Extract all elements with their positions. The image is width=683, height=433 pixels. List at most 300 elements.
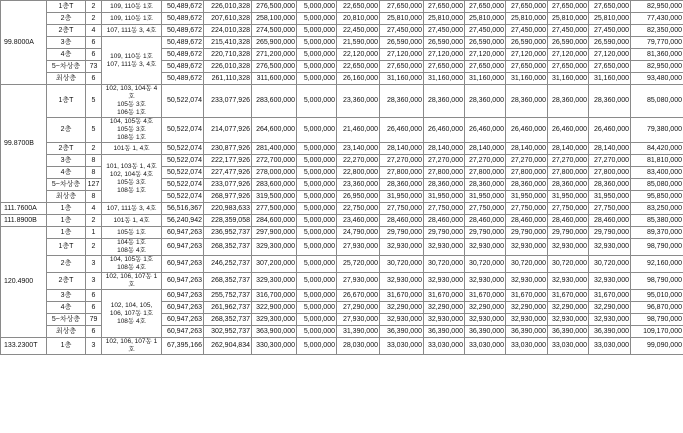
value-cell: 22,270,000 [337, 155, 380, 167]
value-cell: 22,450,000 [337, 25, 380, 37]
value-cell: 28,460,000 [589, 215, 631, 227]
value-cell: 246,252,737 [204, 256, 252, 273]
dong-cell: 109, 110동 1호 [102, 1, 162, 13]
value-cell: 268,352,737 [204, 239, 252, 256]
value-cell: 27,120,000 [589, 49, 631, 61]
value-cell: 50,522,074 [162, 118, 204, 143]
value-cell: 25,810,000 [548, 13, 589, 25]
value-cell: 28,140,000 [465, 143, 506, 155]
value-cell: 27,800,000 [589, 167, 631, 179]
value-cell: 228,359,058 [204, 215, 252, 227]
value-cell: 32,930,000 [548, 239, 589, 256]
value-cell: 32,290,000 [506, 302, 548, 314]
dong-cell: 101동 1, 4호 [102, 143, 162, 155]
unit-count-cell: 2 [86, 143, 102, 155]
value-cell: 50,489,672 [162, 37, 204, 49]
value-cell: 220,710,328 [204, 49, 252, 61]
value-cell: 26,460,000 [424, 118, 465, 143]
unit-type-cell: 111.8900B [1, 215, 47, 227]
value-cell: 32,290,000 [589, 302, 631, 314]
value-cell: 95,010,000 [631, 290, 683, 302]
value-cell: 30,720,000 [465, 256, 506, 273]
table-row [1, 203, 683, 215]
value-cell: 31,160,000 [506, 73, 548, 85]
dong-cell: 104, 105동 1호 108동 4호 [102, 256, 162, 273]
value-cell: 255,752,737 [204, 290, 252, 302]
value-cell: 56,516,367 [162, 203, 204, 215]
value-cell: 258,100,000 [252, 13, 297, 25]
value-cell: 27,750,000 [380, 203, 424, 215]
value-cell: 31,670,000 [506, 290, 548, 302]
value-cell: 27,450,000 [465, 25, 506, 37]
value-cell: 5,000,000 [297, 290, 337, 302]
value-cell: 283,600,000 [252, 179, 297, 191]
value-cell: 32,930,000 [589, 239, 631, 256]
value-cell: 5,000,000 [297, 167, 337, 179]
value-cell: 329,300,000 [252, 314, 297, 326]
table-row [1, 215, 683, 227]
floor-cell: 최상층 [47, 73, 86, 85]
price-table-body [1, 1, 683, 355]
floor-cell: 2층 [47, 13, 86, 25]
value-cell: 227,477,926 [204, 167, 252, 179]
unit-type-cell: 133.2300T [1, 338, 47, 355]
value-cell: 50,522,074 [162, 85, 204, 118]
value-cell: 271,200,000 [252, 49, 297, 61]
table-row [1, 25, 683, 37]
value-cell: 5,000,000 [297, 13, 337, 25]
value-cell: 82,950,000 [631, 1, 683, 13]
value-cell: 27,800,000 [380, 167, 424, 179]
value-cell: 319,500,000 [252, 191, 297, 203]
value-cell: 28,460,000 [380, 215, 424, 227]
value-cell: 98,790,000 [631, 273, 683, 290]
value-cell: 27,750,000 [589, 203, 631, 215]
value-cell: 28,360,000 [548, 179, 589, 191]
unit-type-cell: 120.4900 [1, 227, 47, 338]
value-cell: 27,650,000 [548, 61, 589, 73]
value-cell: 27,650,000 [465, 61, 506, 73]
value-cell: 5,000,000 [297, 73, 337, 85]
unit-count-cell: 4 [86, 203, 102, 215]
dong-cell: 102, 103, 104동 4호 105동 3호 106동 1호 [102, 85, 162, 118]
value-cell: 28,460,000 [465, 215, 506, 227]
value-cell: 60,947,263 [162, 256, 204, 273]
value-cell: 27,930,000 [337, 273, 380, 290]
value-cell: 50,489,672 [162, 73, 204, 85]
value-cell: 27,800,000 [548, 167, 589, 179]
value-cell: 28,360,000 [465, 179, 506, 191]
value-cell: 31,950,000 [424, 191, 465, 203]
value-cell: 28,360,000 [424, 85, 465, 118]
value-cell: 26,160,000 [337, 73, 380, 85]
table-row [1, 273, 683, 290]
value-cell: 5,000,000 [297, 179, 337, 191]
value-cell: 28,360,000 [380, 85, 424, 118]
value-cell: 28,360,000 [465, 85, 506, 118]
value-cell: 311,600,000 [252, 73, 297, 85]
value-cell: 27,450,000 [548, 25, 589, 37]
value-cell: 29,790,000 [380, 227, 424, 239]
value-cell: 26,590,000 [548, 37, 589, 49]
value-cell: 26,670,000 [337, 290, 380, 302]
value-cell: 30,720,000 [589, 256, 631, 273]
value-cell: 27,750,000 [424, 203, 465, 215]
value-cell: 85,380,000 [631, 215, 683, 227]
value-cell: 60,947,263 [162, 239, 204, 256]
value-cell: 28,140,000 [380, 143, 424, 155]
value-cell: 32,290,000 [548, 302, 589, 314]
value-cell: 22,120,000 [337, 49, 380, 61]
value-cell: 31,160,000 [589, 73, 631, 85]
value-cell: 31,160,000 [548, 73, 589, 85]
value-cell: 27,450,000 [424, 25, 465, 37]
value-cell: 99,090,000 [631, 338, 683, 355]
value-cell: 28,360,000 [380, 179, 424, 191]
value-cell: 60,947,263 [162, 227, 204, 239]
value-cell: 264,600,000 [252, 118, 297, 143]
value-cell: 96,870,000 [631, 302, 683, 314]
value-cell: 33,030,000 [548, 338, 589, 355]
value-cell: 32,930,000 [380, 314, 424, 326]
value-cell: 5,000,000 [297, 85, 337, 118]
value-cell: 281,400,000 [252, 143, 297, 155]
unit-count-cell: 2 [86, 239, 102, 256]
value-cell: 25,720,000 [337, 256, 380, 273]
dong-cell: 102, 106, 107동 1호 [102, 338, 162, 355]
value-cell: 50,522,074 [162, 191, 204, 203]
value-cell: 5,000,000 [297, 191, 337, 203]
floor-cell: 최상층 [47, 326, 86, 338]
value-cell: 5,000,000 [297, 256, 337, 273]
value-cell: 31,950,000 [465, 191, 506, 203]
unit-count-cell: 3 [86, 273, 102, 290]
value-cell: 32,290,000 [380, 302, 424, 314]
table-row [1, 13, 683, 25]
value-cell: 28,360,000 [548, 85, 589, 118]
value-cell: 31,950,000 [506, 191, 548, 203]
unit-count-cell: 2 [86, 215, 102, 227]
table-row [1, 239, 683, 256]
unit-count-cell: 6 [86, 290, 102, 302]
unit-count-cell: 2 [86, 1, 102, 13]
value-cell: 32,930,000 [465, 273, 506, 290]
dong-cell: 109, 110동 1호 107, 111동 3, 4호 [102, 37, 162, 85]
value-cell: 32,930,000 [548, 314, 589, 326]
value-cell: 261,110,328 [204, 73, 252, 85]
floor-cell: 2층T [47, 25, 86, 37]
value-cell: 28,360,000 [589, 179, 631, 191]
floor-cell: 2층T [47, 143, 86, 155]
value-cell: 27,120,000 [548, 49, 589, 61]
value-cell: 98,790,000 [631, 314, 683, 326]
value-cell: 33,030,000 [424, 338, 465, 355]
value-cell: 5,000,000 [297, 1, 337, 13]
value-cell: 95,850,000 [631, 191, 683, 203]
value-cell: 5,000,000 [297, 314, 337, 326]
value-cell: 85,080,000 [631, 179, 683, 191]
value-cell: 27,450,000 [589, 25, 631, 37]
dong-cell: 102, 106, 107동 1호 [102, 273, 162, 290]
value-cell: 5,000,000 [297, 239, 337, 256]
unit-count-cell: 6 [86, 326, 102, 338]
value-cell: 5,000,000 [297, 338, 337, 355]
value-cell: 268,977,926 [204, 191, 252, 203]
value-cell: 32,930,000 [589, 314, 631, 326]
value-cell: 84,420,000 [631, 143, 683, 155]
value-cell: 5,000,000 [297, 203, 337, 215]
floor-cell: 1층 [47, 215, 86, 227]
value-cell: 32,930,000 [506, 273, 548, 290]
value-cell: 28,030,000 [337, 338, 380, 355]
value-cell: 31,950,000 [589, 191, 631, 203]
value-cell: 27,290,000 [337, 302, 380, 314]
value-cell: 50,489,672 [162, 61, 204, 73]
value-cell: 22,750,000 [337, 203, 380, 215]
value-cell: 230,877,926 [204, 143, 252, 155]
value-cell: 32,930,000 [506, 239, 548, 256]
value-cell: 307,200,000 [252, 256, 297, 273]
value-cell: 89,370,000 [631, 227, 683, 239]
value-cell: 26,590,000 [465, 37, 506, 49]
table-row [1, 118, 683, 143]
value-cell: 330,300,000 [252, 338, 297, 355]
value-cell: 233,077,926 [204, 85, 252, 118]
table-row [1, 256, 683, 273]
unit-count-cell: 5 [86, 118, 102, 143]
value-cell: 272,700,000 [252, 155, 297, 167]
unit-count-cell: 4 [86, 25, 102, 37]
value-cell: 92,160,000 [631, 256, 683, 273]
value-cell: 226,010,328 [204, 1, 252, 13]
value-cell: 214,077,926 [204, 118, 252, 143]
floor-cell: 1층T [47, 239, 86, 256]
value-cell: 60,947,263 [162, 326, 204, 338]
value-cell: 67,395,166 [162, 338, 204, 355]
unit-count-cell: 8 [86, 155, 102, 167]
value-cell: 329,300,000 [252, 239, 297, 256]
value-cell: 30,720,000 [424, 256, 465, 273]
value-cell: 50,522,074 [162, 167, 204, 179]
value-cell: 28,140,000 [506, 143, 548, 155]
value-cell: 26,590,000 [506, 37, 548, 49]
value-cell: 5,000,000 [297, 61, 337, 73]
value-cell: 236,952,737 [204, 227, 252, 239]
value-cell: 283,600,000 [252, 85, 297, 118]
value-cell: 27,650,000 [380, 61, 424, 73]
value-cell: 36,390,000 [548, 326, 589, 338]
value-cell: 31,160,000 [380, 73, 424, 85]
value-cell: 85,080,000 [631, 85, 683, 118]
unit-count-cell: 73 [86, 61, 102, 73]
table-row [1, 1, 683, 13]
value-cell: 56,240,942 [162, 215, 204, 227]
value-cell: 277,500,000 [252, 203, 297, 215]
value-cell: 33,030,000 [465, 338, 506, 355]
value-cell: 274,500,000 [252, 25, 297, 37]
value-cell: 27,450,000 [506, 25, 548, 37]
value-cell: 24,790,000 [337, 227, 380, 239]
value-cell: 31,160,000 [465, 73, 506, 85]
value-cell: 27,650,000 [380, 1, 424, 13]
dong-cell: 107, 111동 3, 4호 [102, 25, 162, 37]
value-cell: 32,290,000 [424, 302, 465, 314]
value-cell: 26,460,000 [589, 118, 631, 143]
floor-cell: 1층T [47, 85, 86, 118]
value-cell: 28,140,000 [548, 143, 589, 155]
floor-cell: 2층T [47, 273, 86, 290]
value-cell: 31,670,000 [424, 290, 465, 302]
unit-count-cell: 6 [86, 49, 102, 61]
value-cell: 31,670,000 [589, 290, 631, 302]
value-cell: 25,810,000 [506, 13, 548, 25]
value-cell: 29,790,000 [506, 227, 548, 239]
value-cell: 224,010,328 [204, 25, 252, 37]
value-cell: 27,930,000 [337, 239, 380, 256]
value-cell: 28,360,000 [589, 85, 631, 118]
value-cell: 30,720,000 [506, 256, 548, 273]
value-cell: 50,489,672 [162, 49, 204, 61]
value-cell: 363,900,000 [252, 326, 297, 338]
value-cell: 27,120,000 [380, 49, 424, 61]
value-cell: 226,010,328 [204, 61, 252, 73]
value-cell: 26,590,000 [380, 37, 424, 49]
value-cell: 23,140,000 [337, 143, 380, 155]
value-cell: 79,770,000 [631, 37, 683, 49]
value-cell: 60,947,263 [162, 302, 204, 314]
value-cell: 29,790,000 [548, 227, 589, 239]
unit-count-cell: 3 [86, 338, 102, 355]
value-cell: 27,120,000 [465, 49, 506, 61]
value-cell: 27,750,000 [506, 203, 548, 215]
value-cell: 20,810,000 [337, 13, 380, 25]
value-cell: 36,390,000 [465, 326, 506, 338]
floor-cell: 1층 [47, 203, 86, 215]
unit-count-cell: 3 [86, 256, 102, 273]
value-cell: 27,650,000 [589, 1, 631, 13]
value-cell: 26,590,000 [589, 37, 631, 49]
table-row [1, 227, 683, 239]
unit-type-cell: 99.8000A [1, 1, 47, 85]
value-cell: 27,650,000 [465, 1, 506, 13]
value-cell: 26,460,000 [380, 118, 424, 143]
value-cell: 268,352,737 [204, 273, 252, 290]
value-cell: 27,650,000 [589, 61, 631, 73]
value-cell: 93,480,000 [631, 73, 683, 85]
floor-cell: 4층 [47, 302, 86, 314]
value-cell: 262,904,834 [204, 338, 252, 355]
value-cell: 27,270,000 [424, 155, 465, 167]
floor-cell: 5~차상층 [47, 61, 86, 73]
table-row [1, 143, 683, 155]
value-cell: 36,390,000 [424, 326, 465, 338]
value-cell: 79,380,000 [631, 118, 683, 143]
value-cell: 23,460,000 [337, 215, 380, 227]
floor-cell: 4층 [47, 49, 86, 61]
value-cell: 5,000,000 [297, 326, 337, 338]
value-cell: 26,950,000 [337, 191, 380, 203]
value-cell: 50,522,074 [162, 143, 204, 155]
value-cell: 265,900,000 [252, 37, 297, 49]
table-row [1, 155, 683, 167]
dong-cell: 104, 105동 4호 105동 3호 108동 1호 [102, 118, 162, 143]
value-cell: 27,270,000 [380, 155, 424, 167]
value-cell: 21,460,000 [337, 118, 380, 143]
value-cell: 28,140,000 [589, 143, 631, 155]
value-cell: 26,460,000 [548, 118, 589, 143]
value-cell: 36,390,000 [380, 326, 424, 338]
value-cell: 5,000,000 [297, 302, 337, 314]
floor-cell: 1층T [47, 1, 86, 13]
value-cell: 36,390,000 [506, 326, 548, 338]
value-cell: 32,930,000 [424, 239, 465, 256]
unit-count-cell: 2 [86, 13, 102, 25]
value-cell: 36,390,000 [589, 326, 631, 338]
value-cell: 29,790,000 [465, 227, 506, 239]
floor-cell: 3층 [47, 290, 86, 302]
unit-count-cell: 8 [86, 191, 102, 203]
unit-type-cell: 111.7600A [1, 203, 47, 215]
unit-count-cell: 5 [86, 85, 102, 118]
value-cell: 33,030,000 [589, 338, 631, 355]
table-row [1, 290, 683, 302]
value-cell: 50,489,672 [162, 25, 204, 37]
value-cell: 109,170,000 [631, 326, 683, 338]
value-cell: 27,650,000 [424, 61, 465, 73]
value-cell: 32,930,000 [589, 273, 631, 290]
value-cell: 82,350,000 [631, 25, 683, 37]
value-cell: 33,030,000 [506, 338, 548, 355]
value-cell: 27,270,000 [465, 155, 506, 167]
value-cell: 31,390,000 [337, 326, 380, 338]
value-cell: 81,810,000 [631, 155, 683, 167]
value-cell: 27,650,000 [506, 61, 548, 73]
unit-count-cell: 1 [86, 227, 102, 239]
value-cell: 60,947,263 [162, 314, 204, 326]
value-cell: 50,522,074 [162, 179, 204, 191]
value-cell: 27,120,000 [424, 49, 465, 61]
value-cell: 302,952,737 [204, 326, 252, 338]
value-cell: 5,000,000 [297, 227, 337, 239]
unit-count-cell: 6 [86, 302, 102, 314]
value-cell: 32,930,000 [548, 273, 589, 290]
value-cell: 329,300,000 [252, 273, 297, 290]
floor-cell: 4층 [47, 167, 86, 179]
value-cell: 222,177,926 [204, 155, 252, 167]
unit-count-cell: 6 [86, 37, 102, 49]
value-cell: 21,590,000 [337, 37, 380, 49]
value-cell: 30,720,000 [548, 256, 589, 273]
unit-count-cell: 8 [86, 167, 102, 179]
value-cell: 31,950,000 [548, 191, 589, 203]
value-cell: 27,800,000 [506, 167, 548, 179]
value-cell: 28,460,000 [506, 215, 548, 227]
unit-type-cell: 99.8700B [1, 85, 47, 203]
value-cell: 220,983,633 [204, 203, 252, 215]
value-cell: 5,000,000 [297, 273, 337, 290]
floor-cell: 3층 [47, 155, 86, 167]
value-cell: 27,930,000 [337, 314, 380, 326]
value-cell: 25,810,000 [465, 13, 506, 25]
dong-cell: 107, 111동 3, 4호 [102, 203, 162, 215]
value-cell: 32,930,000 [380, 239, 424, 256]
value-cell: 32,930,000 [424, 273, 465, 290]
unit-count-cell: 79 [86, 314, 102, 326]
value-cell: 50,522,074 [162, 155, 204, 167]
value-cell: 5,000,000 [297, 143, 337, 155]
value-cell: 316,700,000 [252, 290, 297, 302]
dong-cell: 101, 103동 1, 4호 102, 104동 4호 105동 3호 108동 1호 [102, 155, 162, 203]
